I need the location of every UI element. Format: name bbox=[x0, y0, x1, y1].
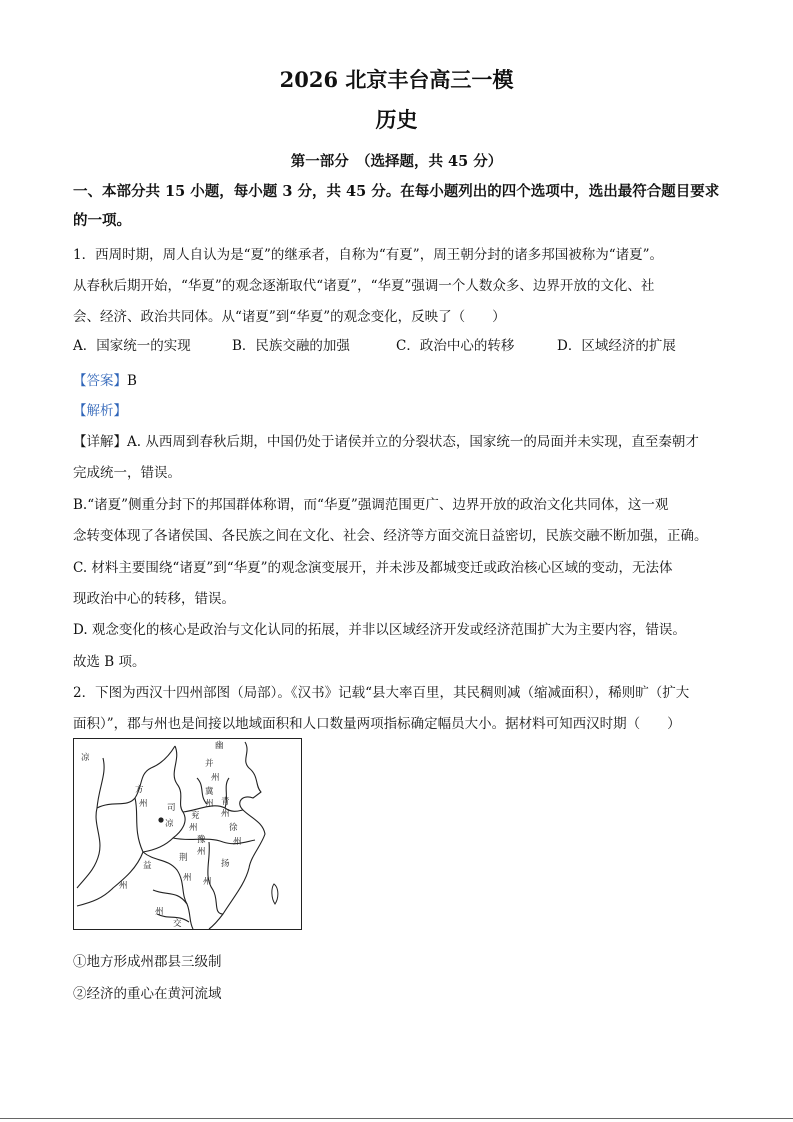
map-label: 兖 bbox=[191, 811, 200, 821]
q1-answer bbox=[73, 369, 137, 389]
answer-value: B bbox=[127, 373, 137, 389]
map-label: 州 bbox=[155, 907, 164, 917]
map-label: 幽 bbox=[215, 741, 224, 751]
map-label: 州 bbox=[139, 799, 148, 809]
map-label: 州 bbox=[119, 881, 128, 891]
map-label: 凉 bbox=[81, 753, 90, 763]
map-label: 州 bbox=[197, 847, 206, 857]
map-label: 州 bbox=[183, 873, 192, 883]
q2-statement: ①地方形成州郡县三级制 bbox=[73, 954, 222, 970]
q1-option-c: C．政治中心的转移 bbox=[396, 338, 515, 354]
section-instruction: 一、本部分共 15 小题，每小题 3 分，共 45 分。在每小题列出的四个选项中，选出最符合题目要求的一项。 bbox=[73, 183, 720, 229]
map-label: 扬 bbox=[221, 859, 230, 869]
map-label: 豫 bbox=[197, 835, 206, 845]
q1-option-a: A．国家统一的实现 bbox=[73, 338, 191, 354]
q1-stem-line: 从春秋后期开始，“华夏”的观念逐渐取代“诸夏”，“华夏”强调一个人数众多、边界开放的文化、社 bbox=[73, 278, 655, 294]
page-divider bbox=[0, 1118, 793, 1119]
q1-detail-line: 现政治中心的转移，错误。 bbox=[73, 591, 235, 607]
q1-option-d: D．区域经济的扩展 bbox=[557, 338, 676, 354]
q1-stem-line: 1．西周时期，周人自认为是“夏”的继承者，自称为“有夏”，周王朝分封的诸多邦国被称为“诸夏”。 bbox=[73, 247, 663, 263]
q1-detail-line: 念转变体现了各诸侯国、各民族之间在文化、社会、经济等方面交流日益密切，民族交融不断加强，正确。 bbox=[73, 528, 708, 544]
map-label: 并 bbox=[205, 759, 214, 769]
q2-statement: ②经济的重心在黄河流域 bbox=[73, 986, 222, 1002]
map-label: 方 bbox=[135, 785, 144, 795]
q1-detail-line: C. 材料主要围绕“诸夏”到“华夏”的观念演变展开，并未涉及都城变迁或政治核心区域的变动，无法体 bbox=[73, 560, 673, 576]
map-label: 徐 bbox=[229, 823, 238, 833]
map-label: 州 bbox=[221, 809, 230, 819]
q1-detail-line: 完成统一，错误。 bbox=[73, 465, 181, 481]
q1-detail-line: D. 观念变化的核心是政治与文化认同的拓展，并非以区域经济开发或经济范围扩大为主要内容，错误。 bbox=[73, 622, 686, 638]
map-label: 司 bbox=[167, 803, 176, 813]
map-label: 荆 bbox=[179, 853, 188, 863]
han-provinces-map bbox=[73, 738, 302, 930]
map-label: 州 bbox=[189, 823, 198, 833]
answer-tag: 【答案】 bbox=[73, 373, 127, 389]
q2-stem-line: 面积）”，郡与州也是间接以地域面积和人口数量两项指标确定幅员大小。据材料可知西汉时期（ ） bbox=[73, 716, 681, 732]
q1-detail-line: 故选 B 项。 bbox=[73, 654, 146, 670]
analysis-tag: 【解析】 bbox=[73, 403, 127, 419]
map-label: 交 bbox=[173, 919, 182, 929]
q2-stem-line: 2．下图为西汉十四州部图（局部）。《汉书》记载“县大率百里，其民稠则减（缩减面积），稀则旷（扩大 bbox=[73, 685, 690, 701]
map-label: 青 bbox=[221, 797, 230, 807]
map-label: 州 bbox=[233, 837, 242, 847]
map-label: 凉 bbox=[165, 819, 174, 829]
q1-option-b: B．民族交融的加强 bbox=[232, 338, 350, 354]
exam-title: 2026 北京丰台高三一模 bbox=[279, 67, 514, 92]
subject-title: 历史 bbox=[375, 107, 418, 132]
map-label: 州 bbox=[205, 799, 214, 809]
map-label: 益 bbox=[143, 861, 152, 871]
map-label: 冀 bbox=[205, 787, 214, 797]
section-label: 第一部分 （选择题，共 45 分） bbox=[290, 153, 503, 170]
map-label: 州 bbox=[211, 773, 220, 783]
q1-detail-line: B.“诸夏”侧重分封下的邦国群体称谓，而“华夏”强调范围更广、边界开放的政治文化共同体，这一观 bbox=[73, 497, 669, 513]
capital-marker bbox=[158, 817, 163, 822]
q1-stem-line: 会、经济、政治共同体。从“诸夏”到“华夏”的观念变化，反映了（ ） bbox=[73, 309, 506, 325]
q1-detail-line: 【详解】A. 从西周到春秋后期，中国仍处于诸侯并立的分裂状态，国家统一的局面并未实现，直至秦朝才 bbox=[73, 434, 699, 450]
map-label: 州 bbox=[203, 877, 212, 887]
